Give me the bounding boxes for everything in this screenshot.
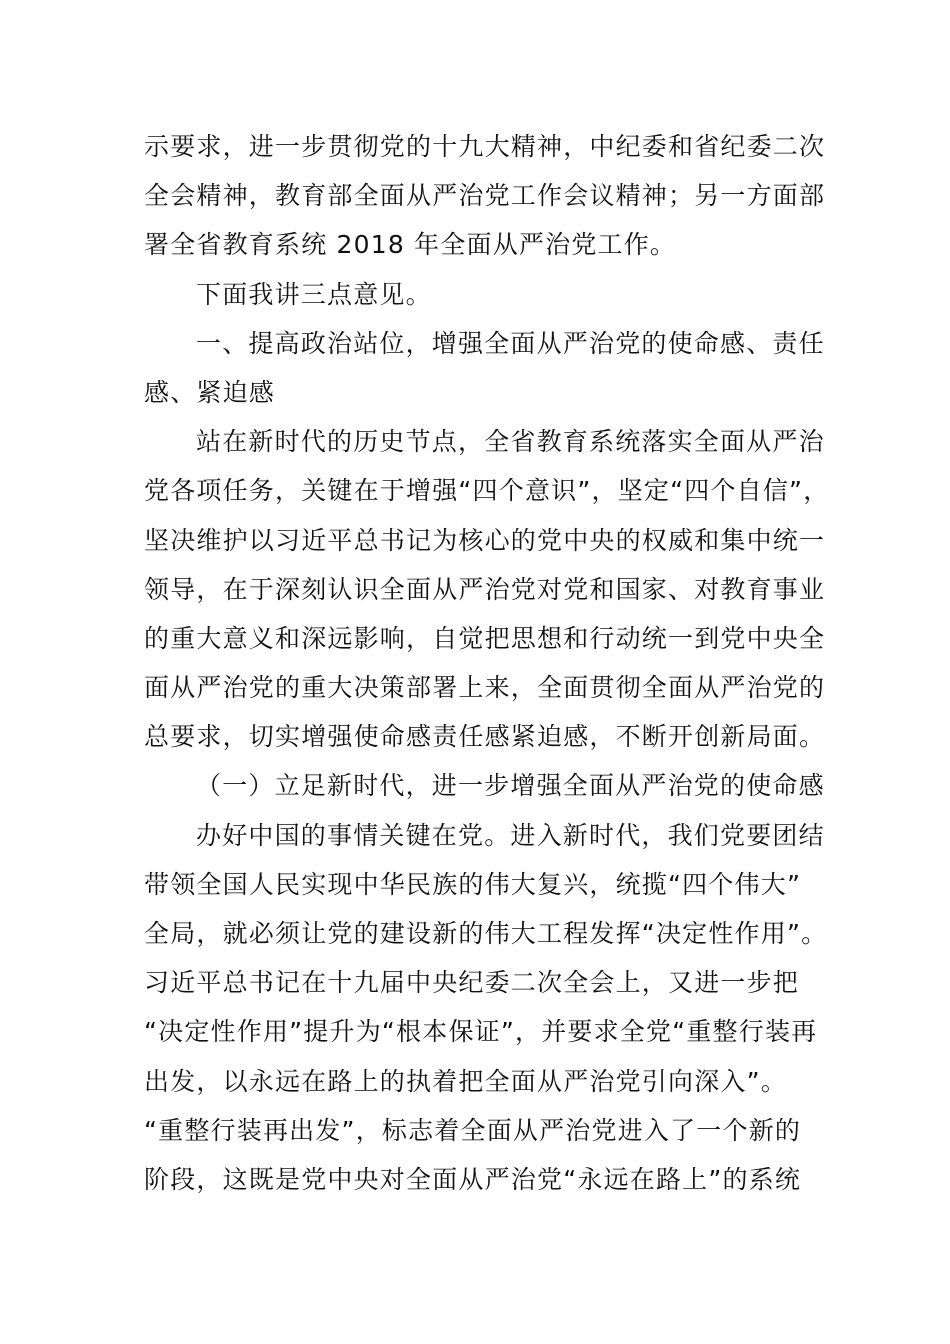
text-line: 全会精神，教育部全面从严治党工作会议精神；另一方面部 bbox=[144, 181, 826, 211]
text-line: 习近平总书记在十九届中央纪委二次全会上，又进一步把 bbox=[144, 968, 800, 998]
text-line: 带领全国人民实现中华民族的伟大复兴，统揽“四个伟大” bbox=[144, 869, 802, 899]
text-line: 领导，在于深刻认识全面从严治党对党和国家、对教育事业 bbox=[144, 574, 826, 604]
text-line: 总要求，切实增强使命感责任感紧迫感，不断开创新局面。 bbox=[144, 722, 826, 752]
text-line: 示要求，进一步贯彻党的十九大精神，中纪委和省纪委二次 bbox=[144, 132, 826, 161]
text-line: “重整行装再出发”，标志着全面从严治党进入了一个新的 bbox=[144, 1115, 802, 1145]
section-heading-cont: 感、紧迫感 bbox=[144, 377, 276, 407]
paragraph-line: 办好中国的事情关键在党。进入新时代，我们党要团结 bbox=[196, 820, 825, 850]
paragraph-line: 站在新时代的历史节点，全省教育系统落实全面从严治 bbox=[196, 427, 825, 457]
text-line: 署全省教育系统 2018 年全面从严治党工作。 bbox=[144, 230, 677, 260]
text-line: “决定性作用”提升为“根本保证”，并要求全党“重整行装再 bbox=[144, 1017, 818, 1047]
paragraph-line: 下面我讲三点意见。 bbox=[196, 279, 432, 309]
text-line: 坚决维护以习近平总书记为核心的党中央的权威和集中统一 bbox=[144, 525, 826, 555]
text-line: 党各项任务，关键在于增强“四个意识”，坚定“四个自信”， bbox=[144, 476, 830, 506]
text-line: 全局，就必须让党的建设新的伟大工程发挥“决定性作用”。 bbox=[144, 919, 828, 948]
text-line: 阶段，这既是党中央对全面从严治党“永远在路上”的系统 bbox=[144, 1164, 802, 1194]
text-line: 面从严治党的重大决策部署上来，全面贯彻全面从严治党的 bbox=[144, 673, 826, 703]
text-line: 的重大意义和深远影响，自觉把思想和行动统一到党中央全 bbox=[144, 623, 826, 653]
subsection-heading: （一）立足新时代，进一步增强全面从严治党的使命感 bbox=[196, 771, 825, 801]
section-heading: 一、提高政治站位，增强全面从严治党的使命感、责任 bbox=[196, 328, 825, 358]
text-line: 出发，以永远在路上的执着把全面从严治党引向深入”。 bbox=[144, 1066, 787, 1096]
body-text bbox=[144, 122, 830, 1204]
